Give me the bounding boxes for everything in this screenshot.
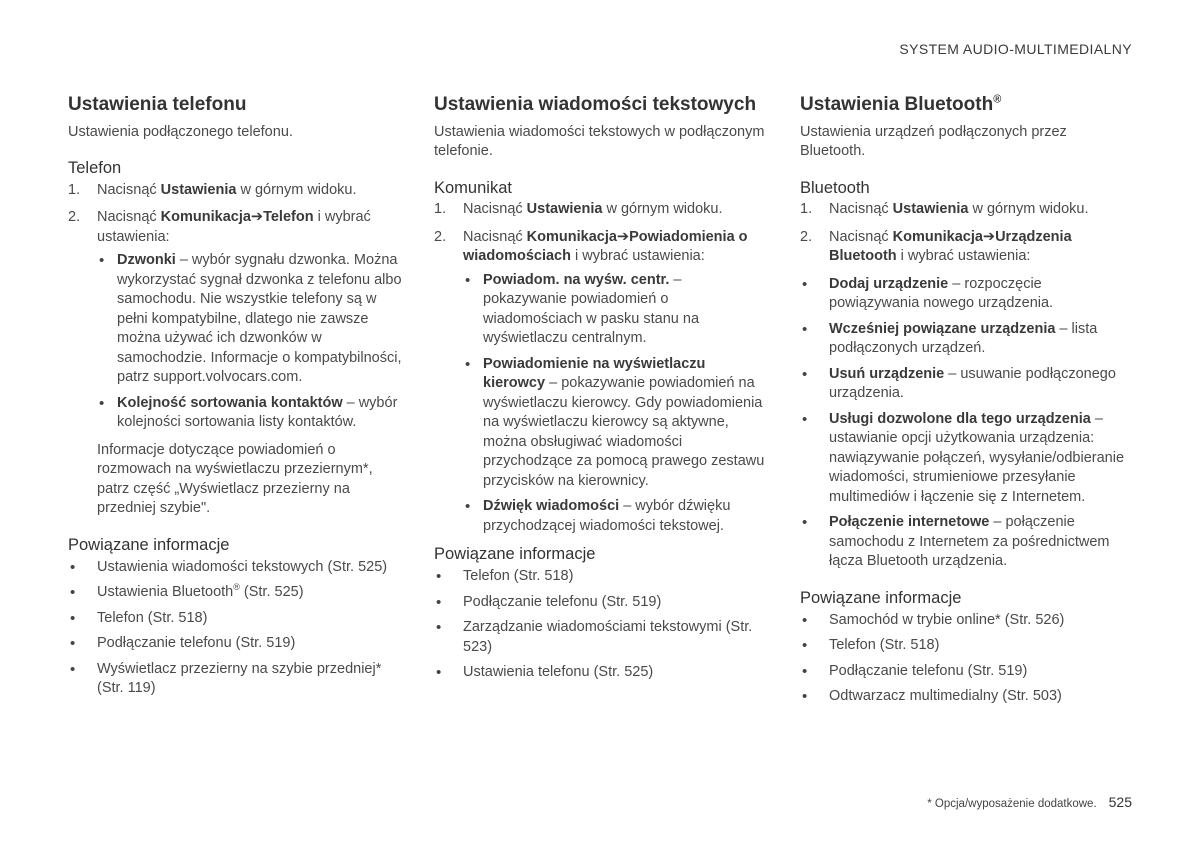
- footnote: * Opcja/wyposażenie dodatkowe.: [927, 798, 1097, 810]
- column-bluetooth-settings: [800, 93, 1134, 713]
- step: 1. Nacisnąć Ustawienia w górnym widoku.: [434, 201, 723, 218]
- related-link[interactable]: • Ustawienia telefonu (Str. 525): [434, 663, 768, 683]
- related-link[interactable]: • Telefon (Str. 518): [800, 636, 1134, 656]
- list-item: • Dźwięk wiadomości – wybór dźwięku przychodzącej wiadomości tekstowej.: [463, 497, 768, 536]
- related-list: [68, 558, 402, 699]
- related-link[interactable]: • Odtwarzacz multimedialny (Str. 503): [800, 687, 1134, 707]
- related-link[interactable]: • Podłączanie telefonu (Str. 519): [68, 634, 402, 654]
- step: 1. Nacisnąć Ustawienia w górnym widoku.: [800, 201, 1089, 218]
- spacer: [800, 578, 1134, 588]
- related-link[interactable]: • Ustawienia wiadomości tekstowych (Str. 525): [68, 558, 402, 578]
- related-link[interactable]: • Wyświetlacz przezierny na szybie przedniej* (Str. 119): [68, 660, 402, 699]
- page-number: 525: [1108, 794, 1132, 810]
- step: 2. Nacisnąć Komunikacja➔Urządzenia Bluetooth i wybrać ustawienia:: [800, 228, 1072, 265]
- list-item: • Połączenie internetowe – połączenie samochodu z Internetem za pośrednictwem łącza Bluetooth urządzenia.: [800, 513, 1134, 572]
- list-item: • Powiadomienie na wyświetlaczu kierowcy – pokazywanie powiadomień na wyświetlaczu kierowcy. Gdy powiadomienia na wyświetlaczu kierowcy są aktywne, można obsługiwać wiadomości przychodzące za pomocą prawego zestawu przycisków na kierownicy.: [463, 355, 768, 492]
- related-heading: Powiązane informacje: [800, 588, 962, 607]
- running-header: SYSTEM AUDIO-MULTIMEDIALNY: [899, 41, 1132, 57]
- related-heading: Powiązane informacje: [68, 535, 230, 554]
- related-link[interactable]: • Zarządzanie wiadomościami tekstowymi (Str. 523): [434, 618, 768, 657]
- steps-list: [68, 181, 402, 433]
- list-item: • Dzwonki – wybór sygnału dzwonka. Można wykorzystać sygnał dzwonka z telefonu albo samochodu. Nie wszystkie telefony są w pełni kompatybilne, dlatego nie zawsze można używać ich dzwonków w samochodzie. Informacje o kompatybilności, patrz support.volvocars.com.: [97, 251, 402, 388]
- column-phone-settings: [68, 93, 402, 705]
- step: 2. Nacisnąć Komunikacja➔Telefon i wybrać ustawienia: • Dzwonki – wybór sygnału dzwonka. Można wykorzystać sygnał dzwonka z telefonu albo samochodu. Nie wszystkie telefony są w pełni kompatybilne, dlatego nie zawsze można używać ich dzwonków w samochodzie. Informacje o kompatybilności, patrz support.volvocars.com. • Kolejność sortowania kontaktów – wybór kolejności sortowania listy kontaktów.: [68, 208, 402, 433]
- list-item: • Wcześniej powiązane urządzenia – lista podłączonych urządzeń.: [800, 320, 1134, 359]
- column-message-settings: [434, 93, 768, 689]
- section-title: Ustawienia Bluetooth®: [800, 93, 1002, 115]
- section-intro: Ustawienia wiadomości tekstowych w podłączonym telefonie.: [434, 123, 765, 160]
- option-list: [97, 251, 402, 433]
- list-item: • Dodaj urządzenie – rozpoczęcie powiązywania nowego urządzenia.: [800, 275, 1134, 314]
- section-title: Ustawienia wiadomości tekstowych: [434, 94, 757, 115]
- note-text: Informacje dotyczące powiadomień o rozmowach na wyświetlaczu przeziernym*, patrz część „Wyświetlacz przezierny na przedniej szybie".: [97, 441, 373, 517]
- related-link[interactable]: • Telefon (Str. 518): [68, 609, 402, 629]
- section-intro: Ustawienia podłączonego telefonu.: [68, 123, 293, 140]
- list-item: • Powiadom. na wyśw. centr. – pokazywanie powiadomień o wiadomościach w pasku stanu na wyświetlaczu centralnym.: [463, 271, 768, 349]
- steps-list: [434, 200, 768, 536]
- subsection-heading: Telefon: [68, 159, 122, 178]
- related-link[interactable]: • Podłączanie telefonu (Str. 519): [800, 662, 1134, 682]
- related-list: [434, 567, 768, 683]
- related-heading: Powiązane informacje: [434, 545, 596, 564]
- steps-list: [800, 200, 1134, 267]
- subsection-heading: Bluetooth: [800, 178, 870, 197]
- list-item: • Kolejność sortowania kontaktów – wybór kolejności sortowania listy kontaktów.: [97, 394, 402, 433]
- related-list: [800, 611, 1134, 707]
- page-footer: [927, 794, 1132, 810]
- related-link[interactable]: • Podłączanie telefonu (Str. 519): [434, 593, 768, 613]
- step: 1. Nacisnąć Ustawienia w górnym widoku.: [68, 181, 357, 198]
- subsection-heading: Komunikat: [434, 178, 512, 197]
- section-intro: Ustawienia urządzeń podłączonych przez Bluetooth.: [800, 123, 1067, 160]
- list-item: • Usługi dozwolone dla tego urządzenia – ustawianie opcji użytkowania urządzenia: nawiązywanie połączeń, wysyłanie/odbieranie wiadomości, strumieniowe przesyłanie multimediów i łączenie się z Internetem.: [800, 410, 1134, 508]
- related-link[interactable]: • Ustawienia Bluetooth® (Str. 525): [68, 583, 402, 603]
- option-list: [800, 275, 1134, 572]
- section-title: Ustawienia telefonu: [68, 94, 247, 115]
- arrow-icon: ➔: [616, 228, 630, 245]
- option-list: [463, 271, 768, 537]
- related-link[interactable]: • Telefon (Str. 518): [434, 567, 768, 587]
- related-link[interactable]: • Samochód w trybie online* (Str. 526): [800, 611, 1134, 631]
- arrow-icon: ➔: [982, 228, 996, 245]
- arrow-icon: ➔: [250, 209, 264, 226]
- list-item: • Usuń urządzenie – usuwanie podłączonego urządzenia.: [800, 365, 1134, 404]
- step: 2. Nacisnąć Komunikacja➔Powiadomienia o wiadomościach i wybrać ustawienia: • Powiadom. na wyśw. centr. – pokazywanie powiadomień o wiadomościach w pasku stanu na wyświetlaczu centralnym. • Powiadomienie na wyświetlaczu kierowcy – pokazywanie powiadomień na wyświetlaczu kierowcy. Gdy powiadomienia na wyświetlaczu kierowcy są aktywne, można obsługiwać wiadomości przychodzące za pomocą prawego zestawu przycisków na kierownicy. • Dźwięk wiadomości – wybór dźwięku przychodzącej wiadomości tekstowej.: [434, 228, 768, 537]
